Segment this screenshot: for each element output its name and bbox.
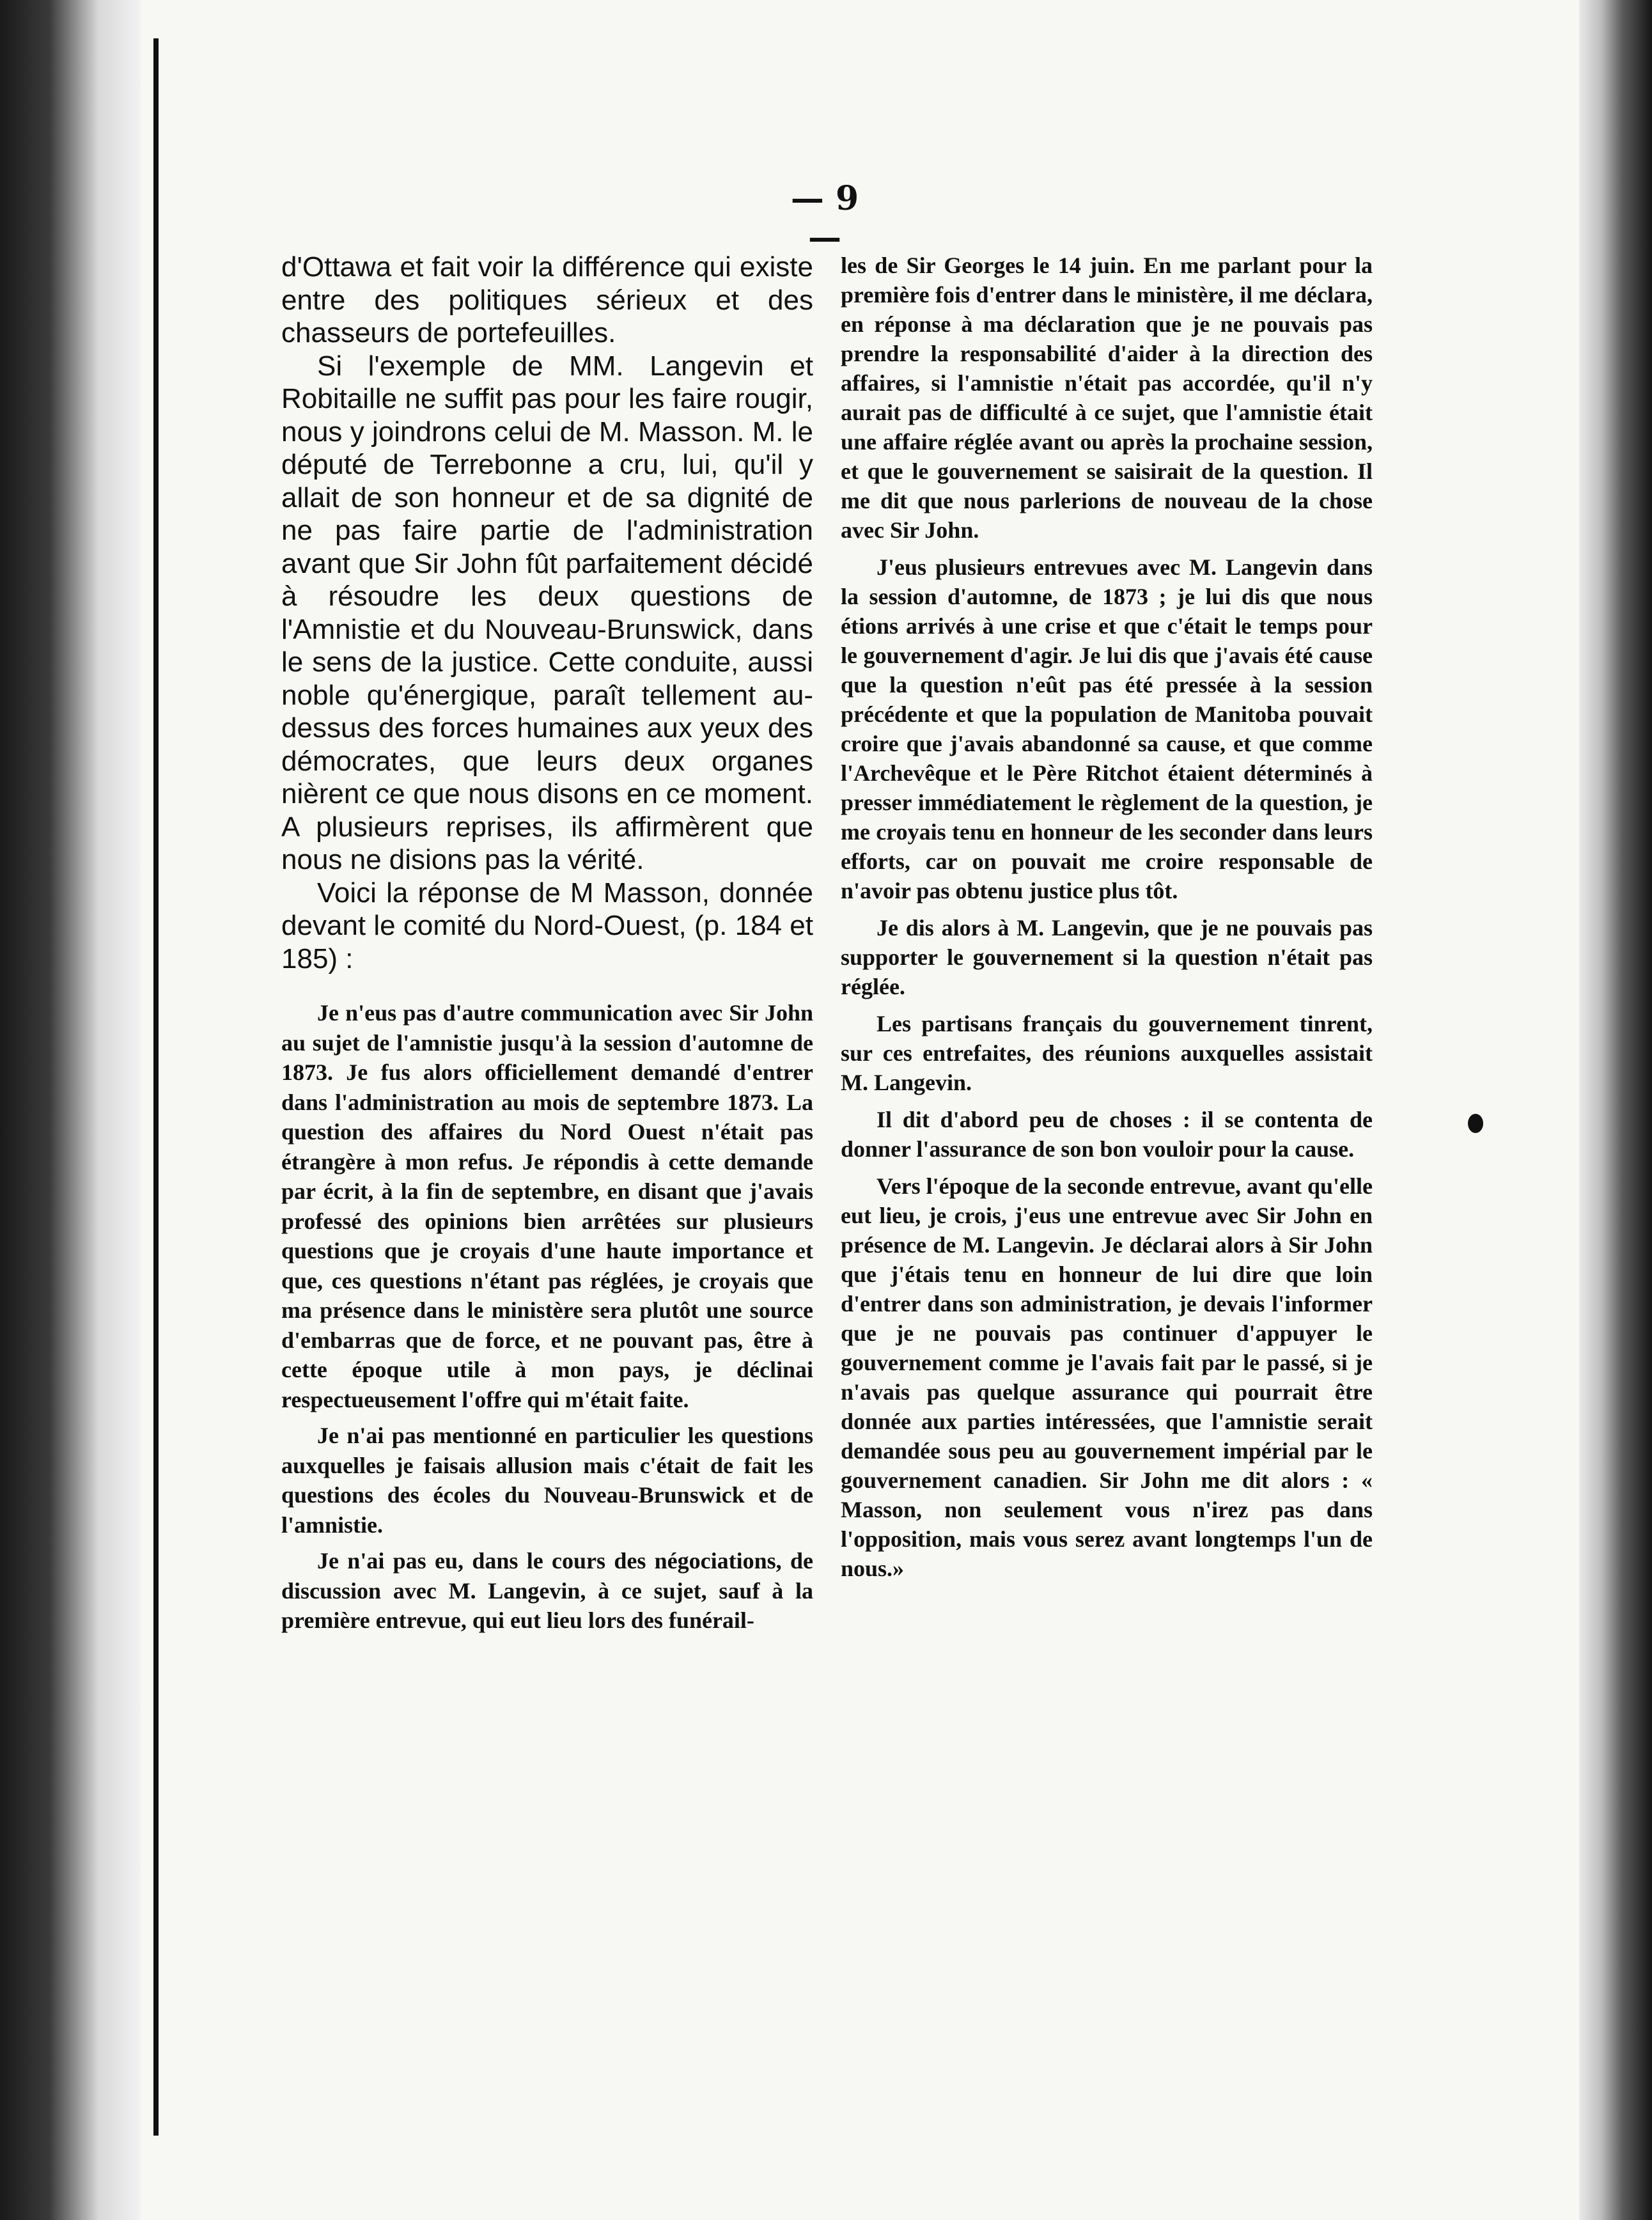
left-column [281,251,813,1636]
quote-paragraph: Les partisans français du gouvernement tinrent, sur ces entrefaites, des réunions auxquelles assistait M. Langevin. [841,1011,1373,1095]
quote-paragraph: Je n'ai pas eu, dans le cours des négociations, de discussion avec M. Langevin, à ce sujet, sauf à la première entrevue, qui eut lieu lors des funérail- [281,1548,813,1633]
quote-paragraph: les de Sir Georges le 14 juin. En me parlant pour la première fois d'entrer dans le ministère, il me déclara, en réponse à ma déclaration que je ne pouvais pas prendre la responsabilité d'aider à la direction des affaires, si l'amnistie n'était pas accordée, qu'il n'y aurait pas de difficulté à ce sujet, que l'amnistie était une affaire réglée avant ou après la prochaine session, et que le gouvernement se saisirait de la question. Il me dit que nous parlerions de nouveau de la chose avec Sir John. [841,253,1373,543]
page-gutter-line [153,38,159,2136]
quoted-testimony [281,998,813,1636]
right-column [841,251,1373,1583]
paragraph: d'Ottawa et fait voir la différence qui existe entre des politiques sérieux et des chasseurs de portefeuilles. [281,251,813,348]
main-text [281,251,813,975]
page-edge-stack [1579,0,1652,2220]
quote-paragraph: Je n'ai pas mentionné en particulier les questions auxquelles je faisais allusion mais c'était de fait les questions des écoles du Nouveau-Brunswick et de l'amnistie. [281,1423,813,1538]
quote-paragraph: Vers l'époque de la seconde entrevue, avant qu'elle eut lieu, je crois, j'eus une entrevue avec Sir John en présence de M. Langevin. Je déclarai alors à Sir John que j'étais tenu en honneur de lui dire que loin d'entrer dans son administration, je devais l'informer que je ne pouvais pas continuer d'appuyer le gouvernement comme je l'avais fait par le passé, si je n'avais pas quelque assurance qui pourrait être donnée aux parties intéressées, que l'amnistie serait demandée sous peu au gouvernement impérial par le gouvernement canadien. Sir John me dit alors : « Masson, non seulement vous n'irez pas dans l'opposition, mais vous serez avant longtemps l'un de nous.» [841,1173,1373,1581]
quote-paragraph: Il dit d'abord peu de choses : il se contenta de donner l'assurance de son bon vouloir pour la cause. [841,1107,1373,1162]
quote-paragraph: Je dis alors à M. Langevin, que je ne pouvais pas supporter le gouvernement si la question n'était pas réglée. [841,915,1373,999]
page-number: — 9 — [790,179,859,257]
ink-blot [1468,1114,1483,1133]
scanner-left-margin [0,0,141,2220]
paragraph: Voici la réponse de M Masson, donnée devant le comité du Nord-Ouest, (p. 184 et 185) : [281,877,813,974]
quote-paragraph: Je n'eus pas d'autre communication avec Sir John au sujet de l'amnistie jusqu'à la session d'automne de 1873. Je fus alors officiellement demandé d'entrer dans l'administration au mois de septembre 1873. La question des affaires du Nord Ouest n'était pas étrangère à mon refus. Je répondis à cette demande par écrit, à la fin de septembre, en disant que j'avais professé des opinions bien arrêtées sur plusieurs questions que je croyais d'une haute importance et que, ces questions n'étant pas réglées, je croyais que ma présence dans le ministère sera plutôt une source d'embarras que de force, et ne pouvant pas, être à cette époque utile à mon pays, je déclinai respectueusement l'offre qui m'était faite. [281,1000,813,1412]
quote-paragraph: J'eus plusieurs entrevues avec M. Langevin dans la session d'automne, de 1873 ; je lui dis que nous étions arrivés à une crise et que c'était le temps pour le gouvernement d'agir. Je lui dis que j'avais été cause que la question n'eût pas été pressée à la session précédente et que la population de Manitoba pouvait croire que j'avais abandonné sa cause, et que comme l'Archevêque et le Père Ritchot étaient déterminés à presser immédiatement le règlement de la question, je me croyais tenu en honneur de les seconder dans leurs efforts, car on pouvait me croire responsable de n'avoir pas obtenu justice plus tôt. [841,554,1373,903]
paragraph: Si l'exemple de MM. Langevin et Robitaille ne suffit pas pour les faire rougir, nous y joindrons celui de M. Masson. M. le député de Terrebonne a cru, lui, qu'il y allait de son honneur et de sa dignité de ne pas faire partie de l'administration avant que Sir John fût parfaitement décidé à résoudre les deux questions de l'Amnistie et du Nouveau-Brunswick, dans le sens de la justice. Cette conduite, aussi noble qu'énergique, paraît tellement au-dessus des forces humaines aux yeux des démocrates, que leurs deux organes nièrent ce que nous disons en ce moment. A plusieurs reprises, ils affirmèrent que nous ne disions pas la vérité. [281,350,813,875]
